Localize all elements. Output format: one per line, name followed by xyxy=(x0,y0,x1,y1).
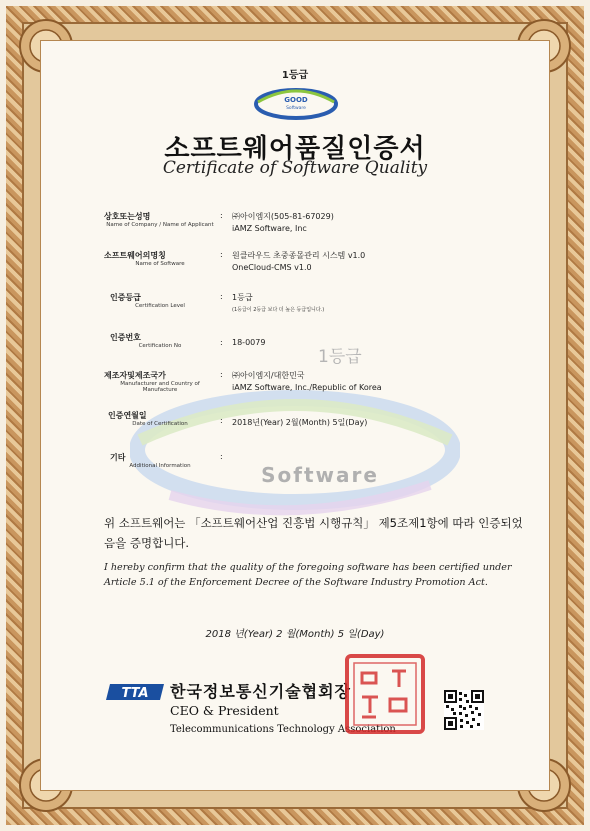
field-colon: : xyxy=(220,416,223,425)
field-label-ko: 인증등급 xyxy=(110,293,141,302)
title-english: Certificate of Software Quality xyxy=(162,158,428,178)
field-label-en: Date of Certification xyxy=(132,421,188,427)
statement-english: I hereby confirm that the quality of the foregoing software has been certified under Article 5.1 of the Enforcement Decree of the Software Industry Promotion Act. xyxy=(104,562,512,588)
field-label-en: Name of Company / Name of Applicant xyxy=(106,222,214,228)
field-label-en: Certification No xyxy=(138,343,182,349)
field-value-en: iAMZ Software, Inc./Republic of Korea xyxy=(232,383,382,392)
field-value: 18-0079 xyxy=(232,338,266,347)
ceo-title: CEO & President xyxy=(170,703,279,718)
field-label-ko: 상호또는성명 xyxy=(104,212,151,221)
field-label-ko: 인증번호 xyxy=(110,333,141,342)
field-colon: : xyxy=(220,452,223,461)
field-label-en: Manufacturer and Country of Manufacture xyxy=(120,381,200,393)
field-label-en: Certification Level xyxy=(135,303,185,309)
logo-text-top: GOOD xyxy=(284,96,308,104)
field-value-en: OneCloud-CMS v1.0 xyxy=(232,263,312,272)
field-value-en: iAMZ Software, Inc xyxy=(232,224,307,233)
field-colon: : xyxy=(220,338,223,347)
field-label-ko: 기타 xyxy=(110,453,126,462)
field-colon: : xyxy=(220,211,223,220)
grade-label: 1등급 xyxy=(281,70,309,81)
official-seal-icon xyxy=(344,653,426,735)
watermark-grade: 1등급 xyxy=(318,347,362,367)
watermark-text: Software xyxy=(261,463,379,487)
field-label-ko: 제조자및제조국가 xyxy=(104,371,166,380)
field-colon: : xyxy=(220,292,223,301)
field-label-ko: 소프트웨어의명칭 xyxy=(104,251,166,260)
field-colon: : xyxy=(220,370,223,379)
field-value: ㈜아이엠지/대한민국 xyxy=(232,371,305,380)
field-colon: : xyxy=(220,250,223,259)
tta-logo-icon xyxy=(106,682,164,702)
organization-korean: 한국정보통신기술협회장 xyxy=(170,682,352,701)
statement-korean: 위 소프트웨어는 「소프트웨어산업 진흥법 시행규칙」 제5조제1항에 따라 인증되었음을 증명합니다. xyxy=(104,516,523,550)
field-value: 원클라우드 초중종몰관리 시스템 v1.0 xyxy=(232,251,366,260)
field-label-en: Name of Software xyxy=(135,261,185,267)
qr-code-icon xyxy=(444,690,484,730)
field-label-ko: 인증연월일 xyxy=(108,411,147,420)
field-label-en: Additional Information xyxy=(129,463,191,469)
title-korean: 소프트웨어품질인증서 xyxy=(164,134,426,164)
good-software-logo-icon xyxy=(252,80,340,124)
field-note: (1등급이 2등급 보다 더 높은 등급입니다.) xyxy=(232,307,325,313)
issue-date: 2018 년(Year) 2 월(Month) 5 일(Day) xyxy=(205,629,385,640)
field-value: ㈜아이엠지(505-81-67029) xyxy=(232,212,334,221)
field-value: 1등급 xyxy=(232,293,253,302)
tta-logo-text: TTA xyxy=(121,686,149,701)
organization-english: Telecommunications Technology Association xyxy=(170,724,396,735)
field-value: 2018년(Year) 2월(Month) 5일(Day) xyxy=(232,418,368,427)
logo-text-bottom: Software xyxy=(286,106,306,111)
